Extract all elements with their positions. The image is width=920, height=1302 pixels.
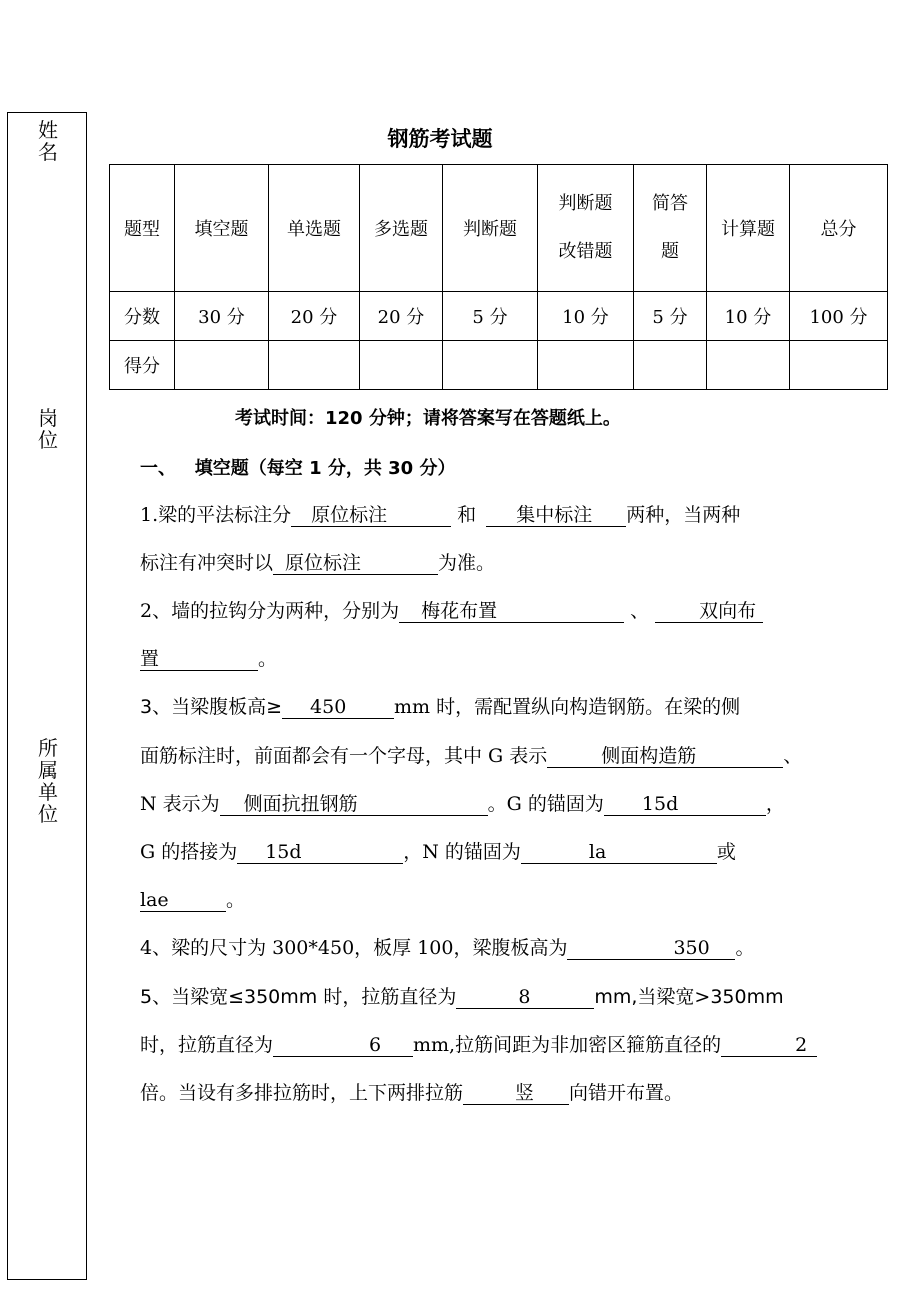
side-label-char: 所 xyxy=(38,736,58,760)
question-line xyxy=(140,1030,817,1057)
question-text: 。 xyxy=(735,937,755,959)
header-cell: 多选题 xyxy=(360,165,443,292)
header-cell: 填空题 xyxy=(175,165,269,292)
answer-blank: 原位标注 xyxy=(273,552,438,575)
question-line xyxy=(140,933,754,960)
answer-blank: 双向布 xyxy=(655,600,763,623)
question-text: 倍。当设有多排拉筋时，上下两排拉筋 xyxy=(140,1082,464,1104)
score-cell: 20 分 xyxy=(269,292,360,341)
answer-blank: 侧面抗扭钢筋 xyxy=(220,793,488,816)
got-cell xyxy=(269,341,360,390)
question-text: ，N 的锚固为 xyxy=(403,841,521,863)
answer-blank: 竖 xyxy=(463,1082,569,1105)
header-cell: 单选题 xyxy=(269,165,360,292)
question-text: 两种，当两种 xyxy=(626,504,741,526)
question-line xyxy=(140,1078,683,1105)
header-line: 判断题 xyxy=(558,193,613,214)
question-text: 为准。 xyxy=(438,552,496,574)
score-cell: 5 分 xyxy=(634,292,707,341)
question-line xyxy=(140,596,763,623)
answer-blank: 2 xyxy=(721,1034,817,1057)
question-text: 。 xyxy=(226,889,246,911)
question-text: 时，拉筋直径为 xyxy=(140,1034,274,1056)
question-text: N 表示为 xyxy=(140,793,220,815)
got-cell xyxy=(707,341,790,390)
side-label-char: 位 xyxy=(38,428,58,452)
got-cell xyxy=(360,341,443,390)
question-text: mm 时，需配置纵向构造钢筋。在梁的侧 xyxy=(394,696,741,718)
question-text: 4、梁的尺寸为 300*450，板厚 100，梁腹板高为 xyxy=(140,937,568,959)
answer-blank: 6 xyxy=(273,1034,413,1057)
question-text: 向错开布置。 xyxy=(569,1082,684,1104)
question-line xyxy=(140,789,785,816)
score-cell: 5 分 xyxy=(443,292,538,341)
header-cell: 题型 xyxy=(110,165,175,292)
answer-blank: 8 xyxy=(456,986,594,1009)
side-label-char: 岗 xyxy=(38,406,58,430)
score-cell: 30 分 xyxy=(175,292,269,341)
answer-blank: la xyxy=(521,841,717,864)
question-text: mm,拉筋间距为非加密区箍筋直径的 xyxy=(413,1034,722,1056)
side-label-char: 名 xyxy=(38,140,58,164)
answer-blank: 350 xyxy=(567,937,735,960)
answer-blank: 侧面构造筋 xyxy=(547,745,783,768)
question-text: 。 xyxy=(258,648,278,670)
answer-blank: 原位标注 xyxy=(291,504,451,527)
score-cell: 10 分 xyxy=(707,292,790,341)
question-line xyxy=(140,741,802,768)
got-cell xyxy=(443,341,538,390)
question-text: 5、当梁宽≤350mm 时，拉筋直径为 xyxy=(140,986,457,1008)
side-info-box xyxy=(7,112,87,1280)
question-line xyxy=(140,644,277,671)
row-label: 得分 xyxy=(110,341,175,390)
question-text: 1.梁的平法标注分 xyxy=(140,504,292,526)
section-heading: 一、 填空题（每空 1 分，共 30 分） xyxy=(140,458,456,479)
question-text: 或 xyxy=(716,841,736,863)
score-cell: 100 分 xyxy=(790,292,888,341)
answer-blank: 15d xyxy=(604,793,766,816)
got-cell xyxy=(175,341,269,390)
header-cell xyxy=(538,165,634,292)
score-table xyxy=(109,164,888,390)
header-line: 简答 xyxy=(652,193,688,214)
page-title: 钢筋考试题 xyxy=(387,127,493,151)
table-row-got xyxy=(110,341,888,390)
question-text: 3、当梁腹板高≥ xyxy=(140,696,283,718)
header-cell xyxy=(634,165,707,292)
answer-blank: 梅花布置 xyxy=(399,600,624,623)
answer-blank: 集中标注 xyxy=(486,504,626,527)
side-label-char: 位 xyxy=(38,802,58,826)
question-text: 2、墙的拉钩分为两种，分别为 xyxy=(140,600,400,622)
got-cell xyxy=(538,341,634,390)
table-row-scores xyxy=(110,292,888,341)
got-cell xyxy=(634,341,707,390)
question-line xyxy=(140,548,495,575)
side-label-char: 单 xyxy=(38,780,58,804)
question-text: mm,当梁宽>350mm xyxy=(594,986,784,1008)
header-cell: 判断题 xyxy=(443,165,538,292)
question-line xyxy=(140,692,740,719)
answer-blank: 450 xyxy=(282,696,394,719)
table-header-row xyxy=(110,165,888,292)
header-line: 改错题 xyxy=(558,241,613,262)
side-label-char: 属 xyxy=(38,758,58,782)
question-text: 、 xyxy=(783,745,803,767)
question-line xyxy=(140,500,740,527)
answer-blank: 置 xyxy=(140,648,258,671)
question-text: 标注有冲突时以 xyxy=(140,552,274,574)
side-label-char: 姓 xyxy=(38,118,58,142)
question-text: 。G 的锚固为 xyxy=(487,793,604,815)
header-cell: 总分 xyxy=(790,165,888,292)
answer-blank: 15d xyxy=(237,841,403,864)
score-cell: 20 分 xyxy=(360,292,443,341)
header-line: 题 xyxy=(661,241,679,262)
question-text: G 的搭接为 xyxy=(140,841,238,863)
question-text: 面筋标注时，前面都会有一个字母，其中 G 表示 xyxy=(140,745,548,767)
answer-blank: lae xyxy=(140,889,226,912)
question-line xyxy=(140,885,245,912)
header-cell: 计算题 xyxy=(707,165,790,292)
side-unit-label xyxy=(8,737,88,825)
side-post-label xyxy=(8,407,88,451)
question-text: 、 xyxy=(630,600,650,622)
question-text: ， xyxy=(765,793,785,815)
question-line xyxy=(140,982,784,1009)
question-line xyxy=(140,837,736,864)
score-cell: 10 分 xyxy=(538,292,634,341)
question-text: 和 xyxy=(451,504,477,526)
exam-time-note: 考试时间：120 分钟；请将答案写在答题纸上。 xyxy=(235,408,621,429)
got-cell xyxy=(790,341,888,390)
row-label: 分数 xyxy=(110,292,175,341)
